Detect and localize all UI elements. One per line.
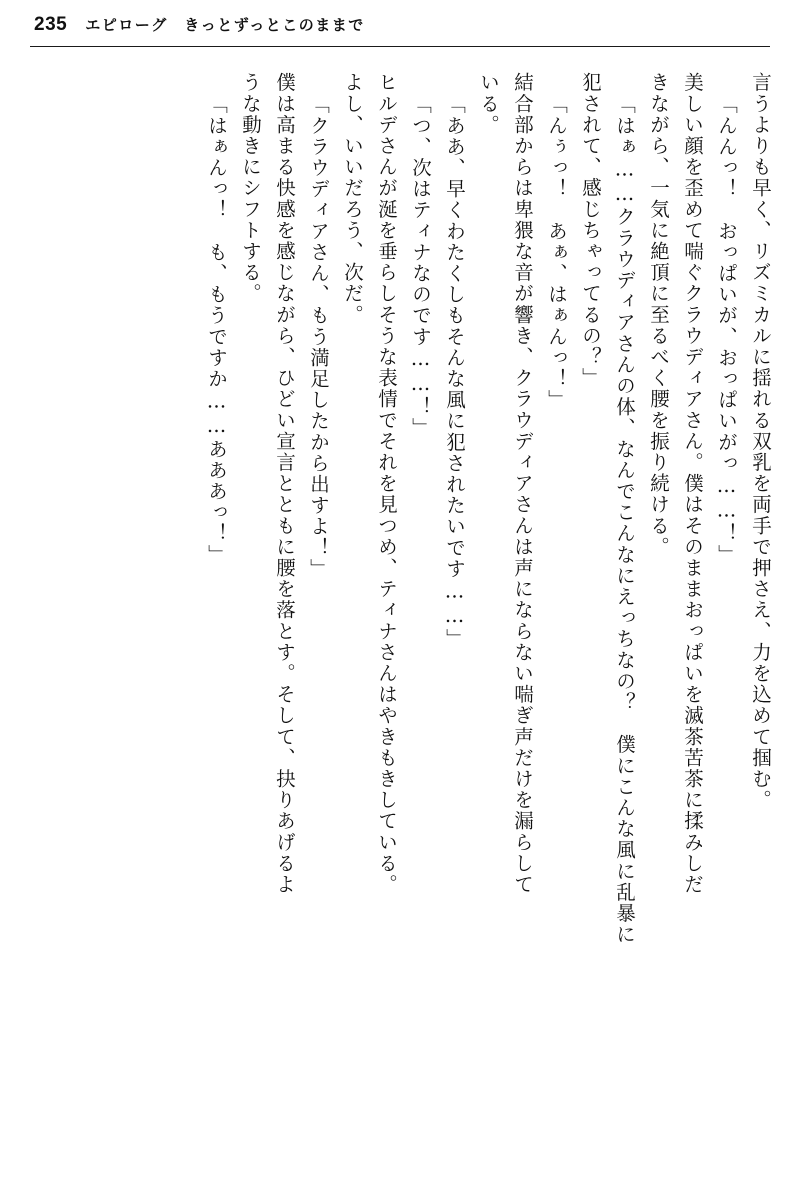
text-column: 「はぁ……クラウディアさんの体、なんでこんなにえっちなの？ 僕にこんな風に乱暴に xyxy=(613,94,636,945)
text-column: 「んぅっ！ あぁ、はぁんっ！」 xyxy=(545,94,568,411)
text-column: 結合部からは卑猥な音が響き、クラウディアさんは声にならない喘ぎ声だけを漏らして xyxy=(511,72,534,895)
running-title: エピローグ きっとずっとこのままで xyxy=(85,17,365,34)
page-header xyxy=(34,14,766,48)
header-divider xyxy=(30,46,770,47)
text-column: ヒルデさんが涎を垂らしそうな表情でそれを見つめ、ティナさんはやきもきしている。 xyxy=(375,72,398,895)
text-column: 「んんっ！ おっぱいが、おっぱいがっ……！」 xyxy=(715,94,738,566)
text-column: 美しい顔を歪めて喘ぐクラウディアさん。僕はそのままおっぱいを滅茶苦茶に揉みしだ xyxy=(681,72,704,895)
text-column: 言うよりも早く、リズミカルに揺れる双乳を両手で押さえ、力を込めて掴む。 xyxy=(749,72,772,811)
text-column: 「つ、次はティナなのです……！」 xyxy=(409,94,432,439)
text-column: きながら、一気に絶頂に至るべく腰を振り続ける。 xyxy=(647,72,670,558)
text-column: 「ああ、早くわたくしもそんな風に犯されたいです……」 xyxy=(443,94,466,650)
text-column: いる。 xyxy=(477,72,500,136)
text-column: 犯されて、感じちゃってるの？」 xyxy=(579,72,602,389)
text-column: 「クラウディアさん、もう満足したから出すよ！」 xyxy=(307,94,330,580)
vertical-text-body xyxy=(30,72,770,1180)
text-column: 僕は高まる快感を感じながら、ひどい宣言とともに腰を落とす。そして、抉りあげるよ xyxy=(273,72,296,895)
text-column: よし、いいだろう、次だ。 xyxy=(341,72,364,326)
page-number: 235 xyxy=(34,14,68,35)
text-column: 「はぁんっ！ も、もうですか……あああっ！」 xyxy=(205,94,228,566)
text-column: うな動きにシフトする。 xyxy=(239,72,262,305)
